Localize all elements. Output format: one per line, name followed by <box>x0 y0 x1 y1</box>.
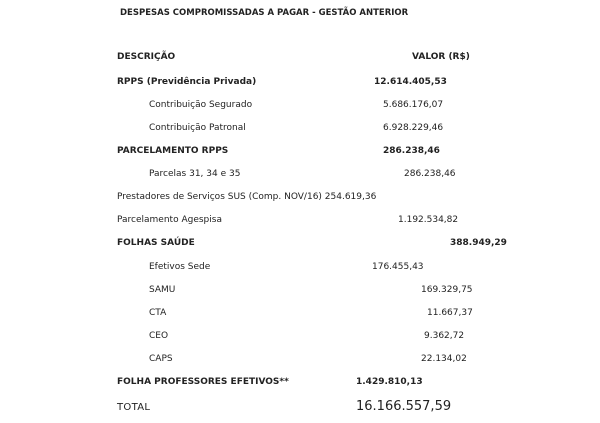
row-prestadores-sus-label: Prestadores de Serviços SUS (Comp. NOV/16) 254.619,36 <box>117 192 377 202</box>
row-cta-value: 11.667,37 <box>427 308 473 318</box>
total-label: TOTAL <box>117 402 151 413</box>
row-folha-professores-label: FOLHA PROFESSORES EFETIVOS** <box>117 377 289 387</box>
row-contribuicao-patronal-label: Contribuição Patronal <box>149 123 246 133</box>
row-ceo-label: CEO <box>149 331 169 341</box>
row-parcelas-value: 286.238,46 <box>404 169 456 179</box>
row-caps-value: 22.134,02 <box>421 354 467 364</box>
row-contribuicao-segurado-value: 5.686.176,07 <box>383 100 444 110</box>
row-ceo-value: 9.362,72 <box>424 331 465 341</box>
row-parcelamento-rpps-value: 286.238,46 <box>383 146 440 156</box>
row-folhas-saude-label: FOLHAS SAÚDE <box>117 238 195 248</box>
row-samu-label: SAMU <box>149 285 176 295</box>
total-value: 16.166.557,59 <box>356 399 452 414</box>
row-rpps-value: 12.614.405,53 <box>374 77 447 87</box>
row-parcelamento-agespisa-value: 1.192.534,82 <box>398 215 459 225</box>
row-contribuicao-segurado-label: Contribuição Segurado <box>149 100 253 110</box>
row-folha-professores-value: 1.429.810,13 <box>356 377 423 387</box>
row-parcelamento-agespisa-label: Parcelamento Agespisa <box>117 215 222 225</box>
column-header-descricao: DESCRIÇÃO <box>117 52 176 62</box>
row-parcelas-label: Parcelas 31, 34 e 35 <box>149 169 241 179</box>
row-rpps-label: RPPS (Previdência Privada) <box>117 77 257 87</box>
column-header-valor: VALOR (R$) <box>412 52 470 62</box>
row-folhas-saude-value: 388.949,29 <box>450 238 507 248</box>
row-caps-label: CAPS <box>149 354 173 364</box>
row-cta-label: CTA <box>149 308 167 318</box>
row-contribuicao-patronal-value: 6.928.229,46 <box>383 123 444 133</box>
row-parcelamento-rpps-label: PARCELAMENTO RPPS <box>117 146 229 156</box>
document-title: DESPESAS COMPROMISSADAS A PAGAR - GESTÃO ANTERIOR <box>120 8 409 18</box>
row-efetivos-sede-label: Efetivos Sede <box>149 262 211 272</box>
row-efetivos-sede-value: 176.455,43 <box>372 262 424 272</box>
row-samu-value: 169.329,75 <box>421 285 473 295</box>
